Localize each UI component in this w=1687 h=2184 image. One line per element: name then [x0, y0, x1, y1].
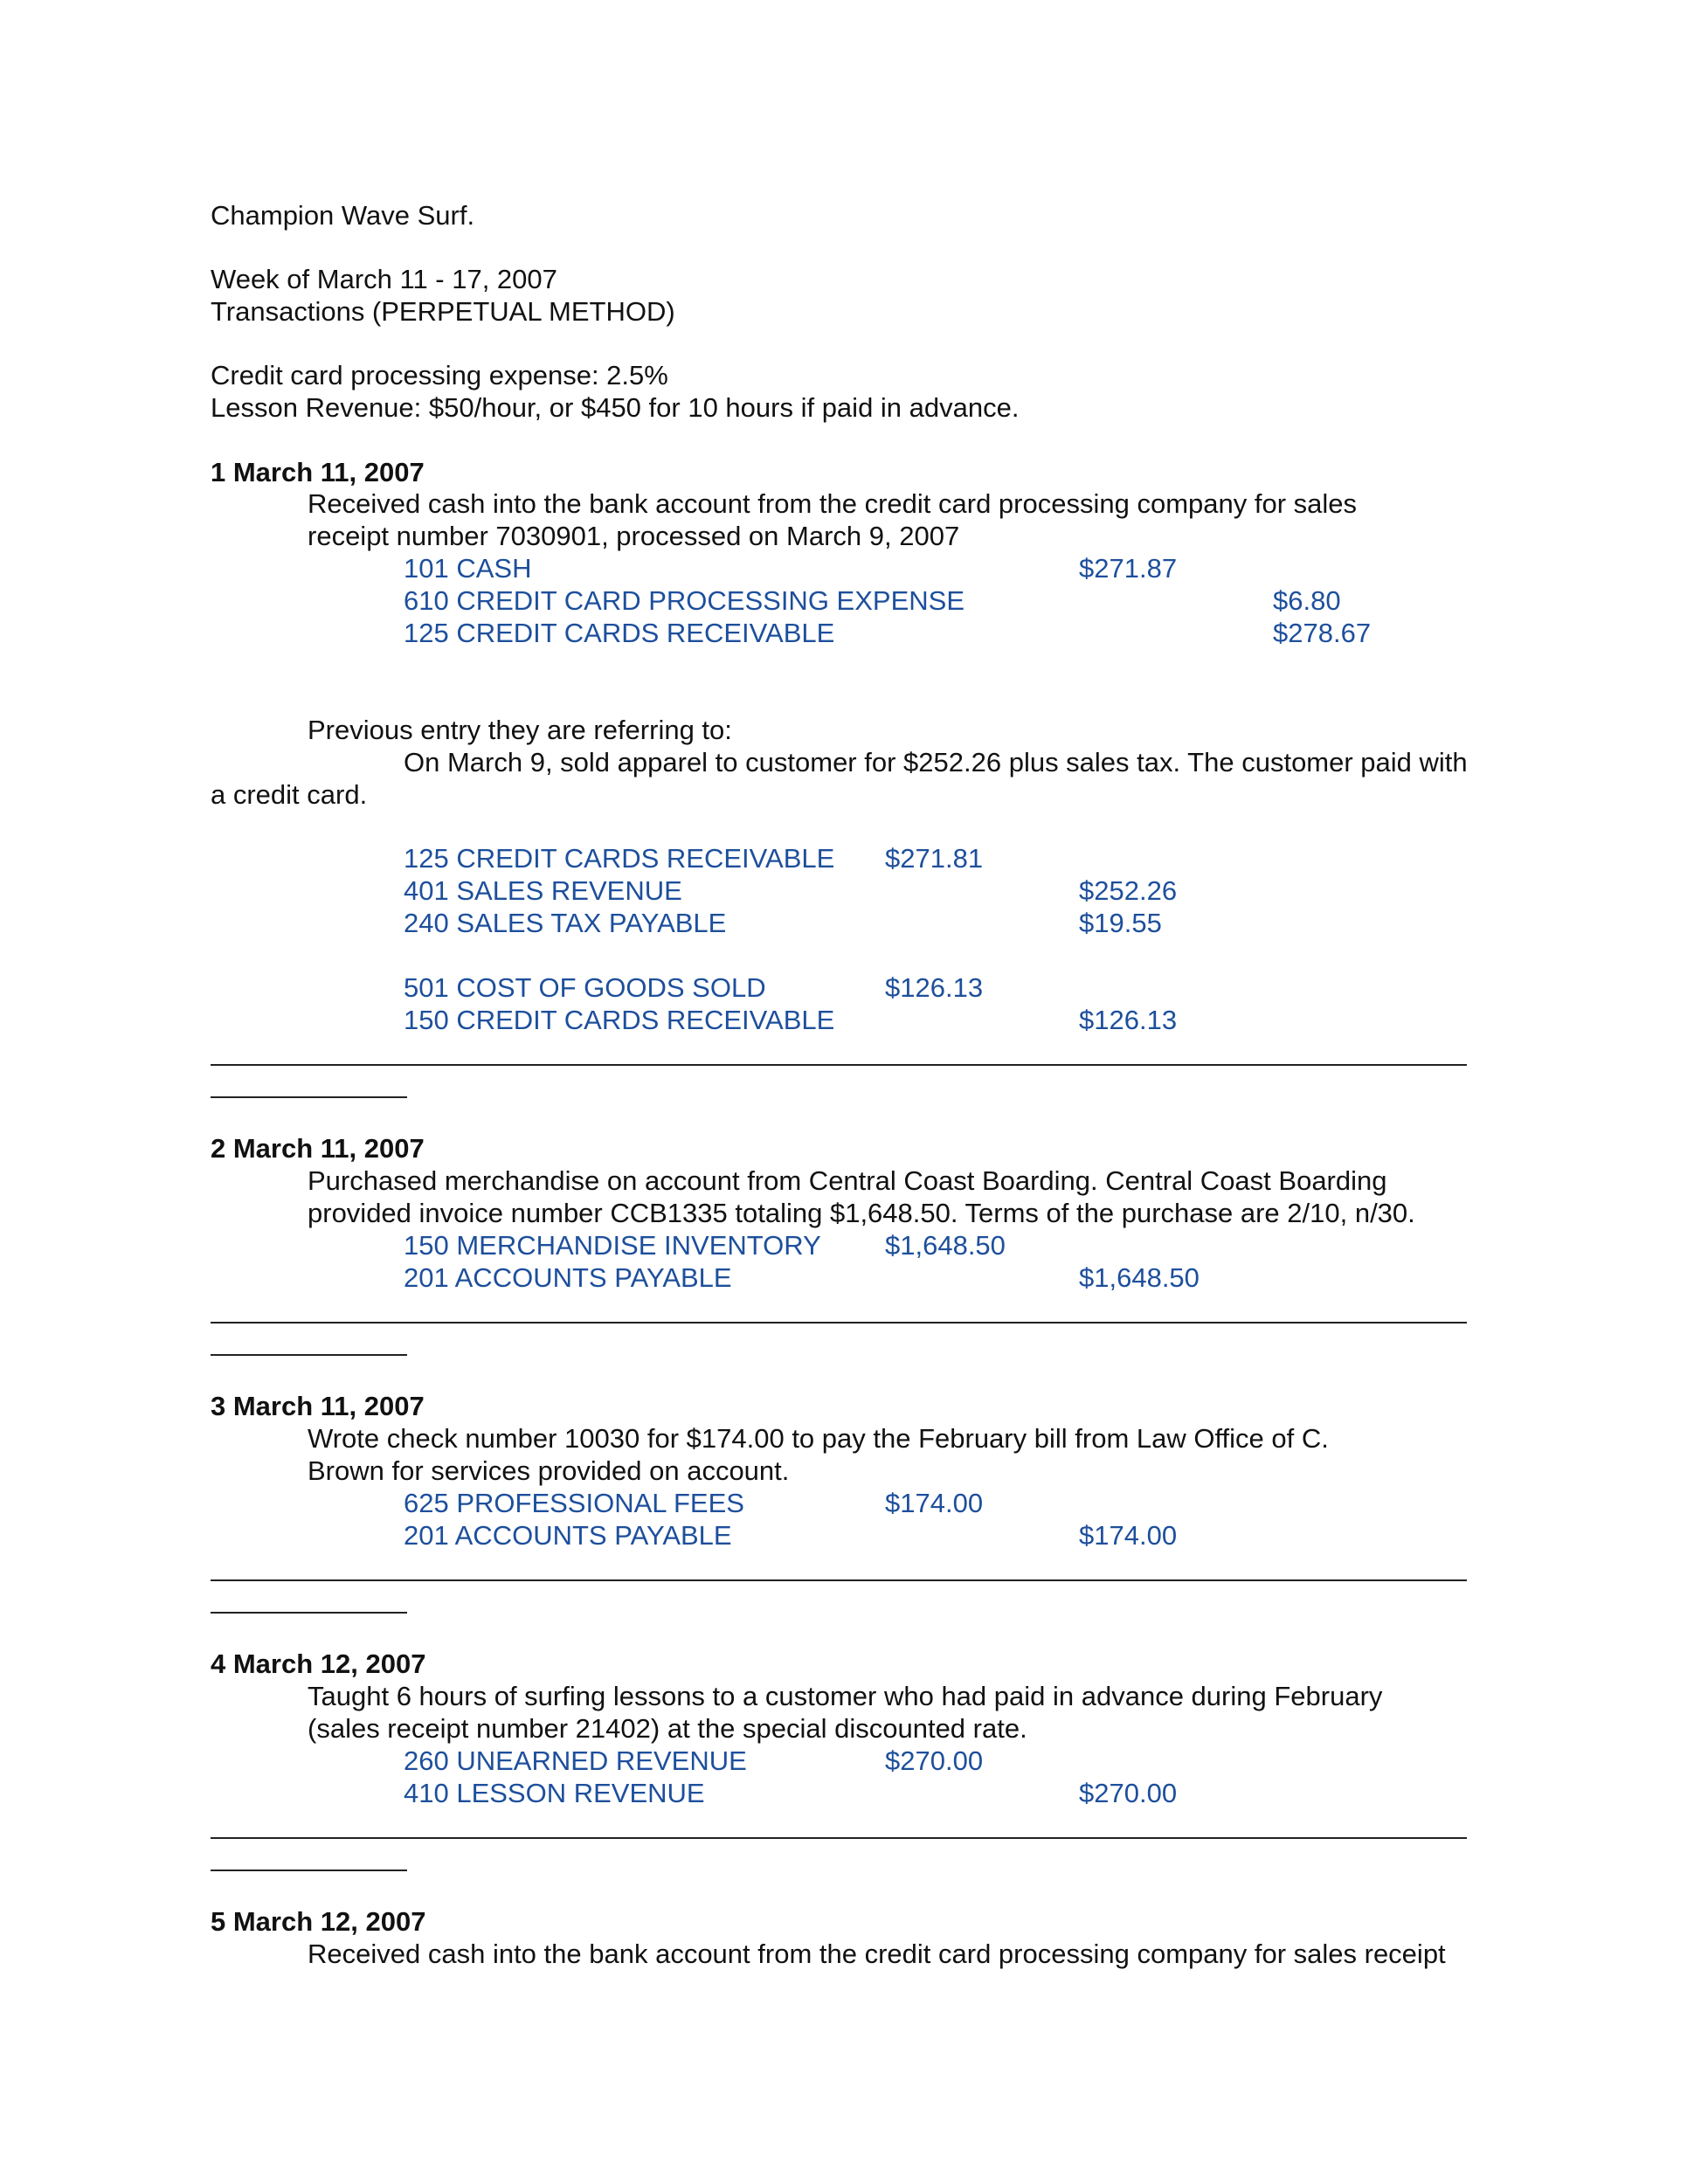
entry-debit: $1,648.50: [885, 1230, 1006, 1261]
entry-account: 150 CREDIT CARDS RECEIVABLE: [404, 1005, 835, 1035]
transaction-3-desc-line: Wrote check number 10030 for $174.00 to pay the February bill from Law Office of C.: [308, 1423, 1329, 1454]
entry-credit: $19.55: [1079, 908, 1162, 938]
entry-credit: $174.00: [1079, 1520, 1178, 1551]
section-divider: [211, 1837, 1467, 1839]
entry-account: 201 ACCOUNTS PAYABLE: [404, 1520, 732, 1551]
lesson-revenue-note: Lesson Revenue: $50/hour, or $450 for 10 hours if paid in advance.: [211, 392, 1020, 423]
transaction-5-desc-line: Received cash into the bank account from the credit card processing company for sales receipt: [308, 1939, 1446, 1969]
entry-credit: $270.00: [1079, 1778, 1178, 1808]
entry-credit: $252.26: [1079, 875, 1178, 906]
entry-debit: $271.87: [1079, 553, 1178, 584]
section-divider-short: [211, 1354, 407, 1356]
entry-account: 240 SALES TAX PAYABLE: [404, 908, 727, 938]
entry-credit: $126.13: [1079, 1005, 1178, 1035]
entry-account: 125 CREDIT CARDS RECEIVABLE: [404, 618, 835, 648]
entry-credit: $1,648.50: [1079, 1262, 1200, 1293]
section-divider-short: [211, 1870, 407, 1871]
previous-entry-desc-line: On March 9, sold apparel to customer for $252.26 plus sales tax. The customer paid with: [404, 747, 1468, 778]
section-divider: [211, 1322, 1467, 1324]
entry-account: 610 CREDIT CARD PROCESSING EXPENSE: [404, 585, 964, 616]
entry-account: 201 ACCOUNTS PAYABLE: [404, 1262, 732, 1293]
transaction-3-title: 3 March 11, 2007: [211, 1391, 425, 1421]
entry-credit: $6.80: [1273, 585, 1341, 616]
transaction-5-title: 5 March 12, 2007: [211, 1906, 426, 1937]
entry-debit: $126.13: [885, 972, 984, 1003]
entry-debit: $270.00: [885, 1745, 984, 1776]
section-divider-short: [211, 1612, 407, 1614]
company-name: Champion Wave Surf.: [211, 200, 475, 231]
section-divider-short: [211, 1096, 407, 1098]
transaction-2-desc-line: Purchased merchandise on account from Central Coast Boarding. Central Coast Boarding: [308, 1165, 1387, 1196]
entry-account: 260 UNEARNED REVENUE: [404, 1745, 747, 1776]
cc-expense-note: Credit card processing expense: 2.5%: [211, 360, 668, 390]
entry-account: 125 CREDIT CARDS RECEIVABLE: [404, 843, 835, 874]
transaction-3-desc-line: Brown for services provided on account.: [308, 1455, 790, 1486]
transaction-4-desc-line: (sales receipt number 21402) at the special discounted rate.: [308, 1713, 1027, 1744]
entry-account: 410 LESSON REVENUE: [404, 1778, 705, 1808]
previous-entry-label: Previous entry they are referring to:: [308, 715, 732, 745]
entry-account: 625 PROFESSIONAL FEES: [404, 1488, 744, 1518]
entry-account: 401 SALES REVENUE: [404, 875, 682, 906]
week-range: Week of March 11 - 17, 2007: [211, 264, 557, 294]
transaction-1-title: 1 March 11, 2007: [211, 457, 425, 487]
entry-debit: $271.81: [885, 843, 984, 874]
entry-account: 150 MERCHANDISE INVENTORY: [404, 1230, 821, 1261]
previous-entry-desc-line: a credit card.: [211, 779, 368, 810]
entry-account: 101 CASH: [404, 553, 532, 584]
entry-account: 501 COST OF GOODS SOLD: [404, 972, 766, 1003]
method-label: Transactions (PERPETUAL METHOD): [211, 296, 675, 327]
transaction-4-desc-line: Taught 6 hours of surfing lessons to a customer who had paid in advance during February: [308, 1681, 1383, 1711]
transaction-1-desc-line: receipt number 7030901, processed on March 9, 2007: [308, 521, 960, 551]
transaction-2-desc-line: provided invoice number CCB1335 totaling $1,648.50. Terms of the purchase are 2/10, n/30.: [308, 1198, 1415, 1228]
transaction-1-desc-line: Received cash into the bank account from the credit card processing company for sales: [308, 488, 1358, 519]
transaction-2-title: 2 March 11, 2007: [211, 1133, 425, 1164]
entry-credit: $278.67: [1273, 618, 1372, 648]
section-divider: [211, 1064, 1467, 1066]
transaction-4-title: 4 March 12, 2007: [211, 1648, 426, 1679]
entry-debit: $174.00: [885, 1488, 984, 1518]
section-divider: [211, 1579, 1467, 1581]
